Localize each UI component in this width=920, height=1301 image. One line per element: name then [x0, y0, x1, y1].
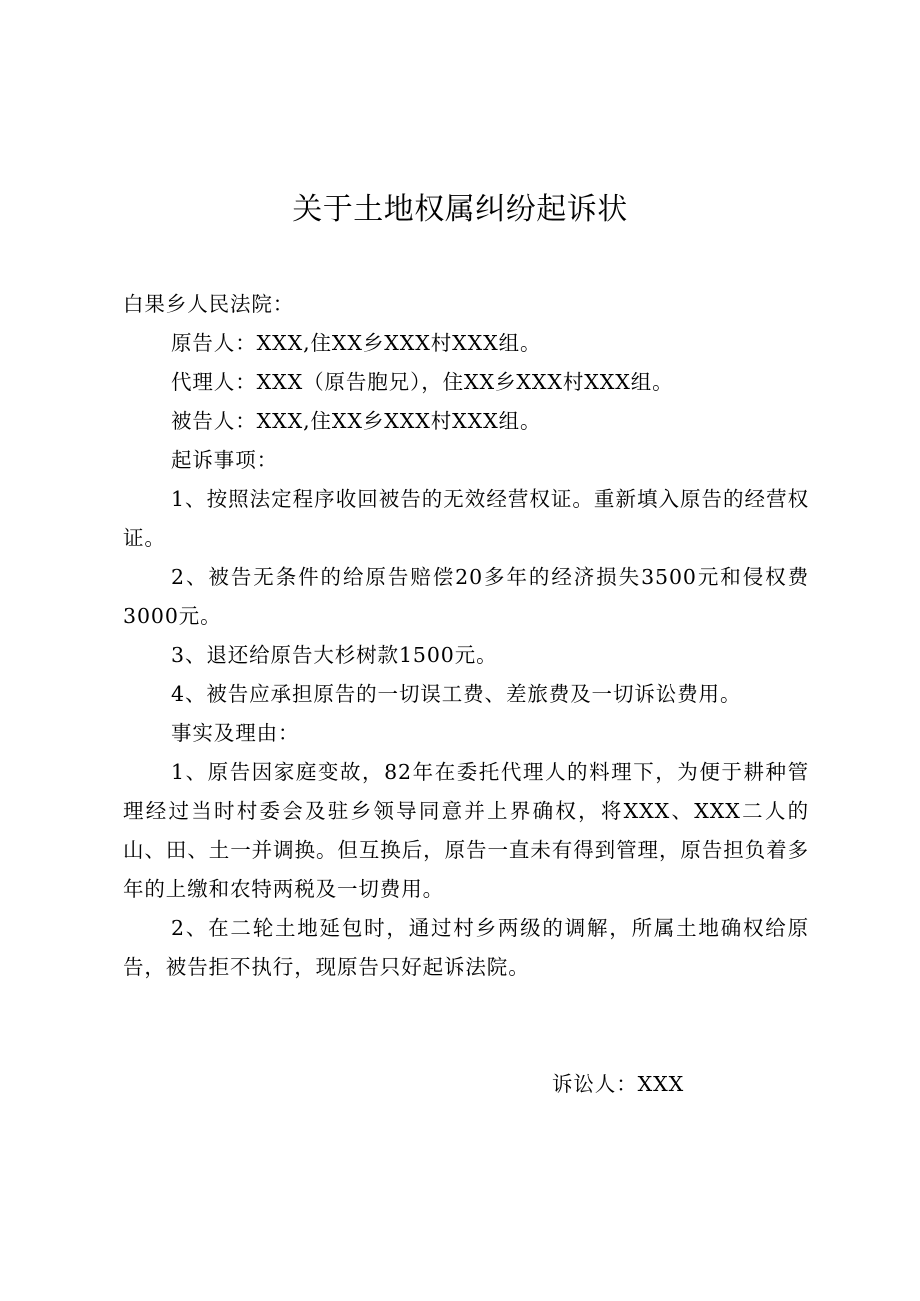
document-title: 关于土地权属纠纷起诉状	[292, 192, 628, 227]
agent-info: 代理人：XXX（原告胞兄），住XX乡XXX村XXX组。	[171, 370, 674, 394]
claim-item: 3、退还给原告大杉树款1500元。	[171, 643, 498, 667]
plaintiff-info: 原告人：XXX,住XX乡XXX村XXX组。	[171, 331, 542, 355]
addressee: 白果乡人民法院：	[123, 292, 295, 316]
claim-item: 2、被告无条件的给原告赔偿20多年的经济损失3500元和侵权费3000元。	[123, 565, 809, 628]
document-body	[123, 285, 809, 987]
claim-item: 4、被告应承担原告的一切误工费、差旅费及一切诉讼费用。	[171, 682, 742, 706]
signature: 诉讼人：XXX	[552, 1072, 685, 1096]
defendant-info: 被告人：XXX,住XX乡XXX村XXX组。	[171, 409, 542, 433]
facts-heading: 事实及理由：	[171, 721, 300, 745]
claims-heading: 起诉事项：	[171, 448, 278, 472]
fact-item: 1、原告因家庭变故，82年在委托代理人的料理下，为便于耕种管理经过当时村委会及驻乡领导同意并上界确权，将XXX、XXX二人的山、田、土一并调换。但互换后，原告一直未有得到管理，原告担负着多年的上缴和农特两税及一切费用。	[123, 760, 809, 901]
fact-item: 2、在二轮土地延包时，通过村乡两级的调解，所属土地确权给原告，被告拒不执行，现原告只好起诉法院。	[123, 916, 809, 979]
claim-item: 1、按照法定程序收回被告的无效经营权证。重新填入原告的经营权证。	[123, 487, 809, 550]
